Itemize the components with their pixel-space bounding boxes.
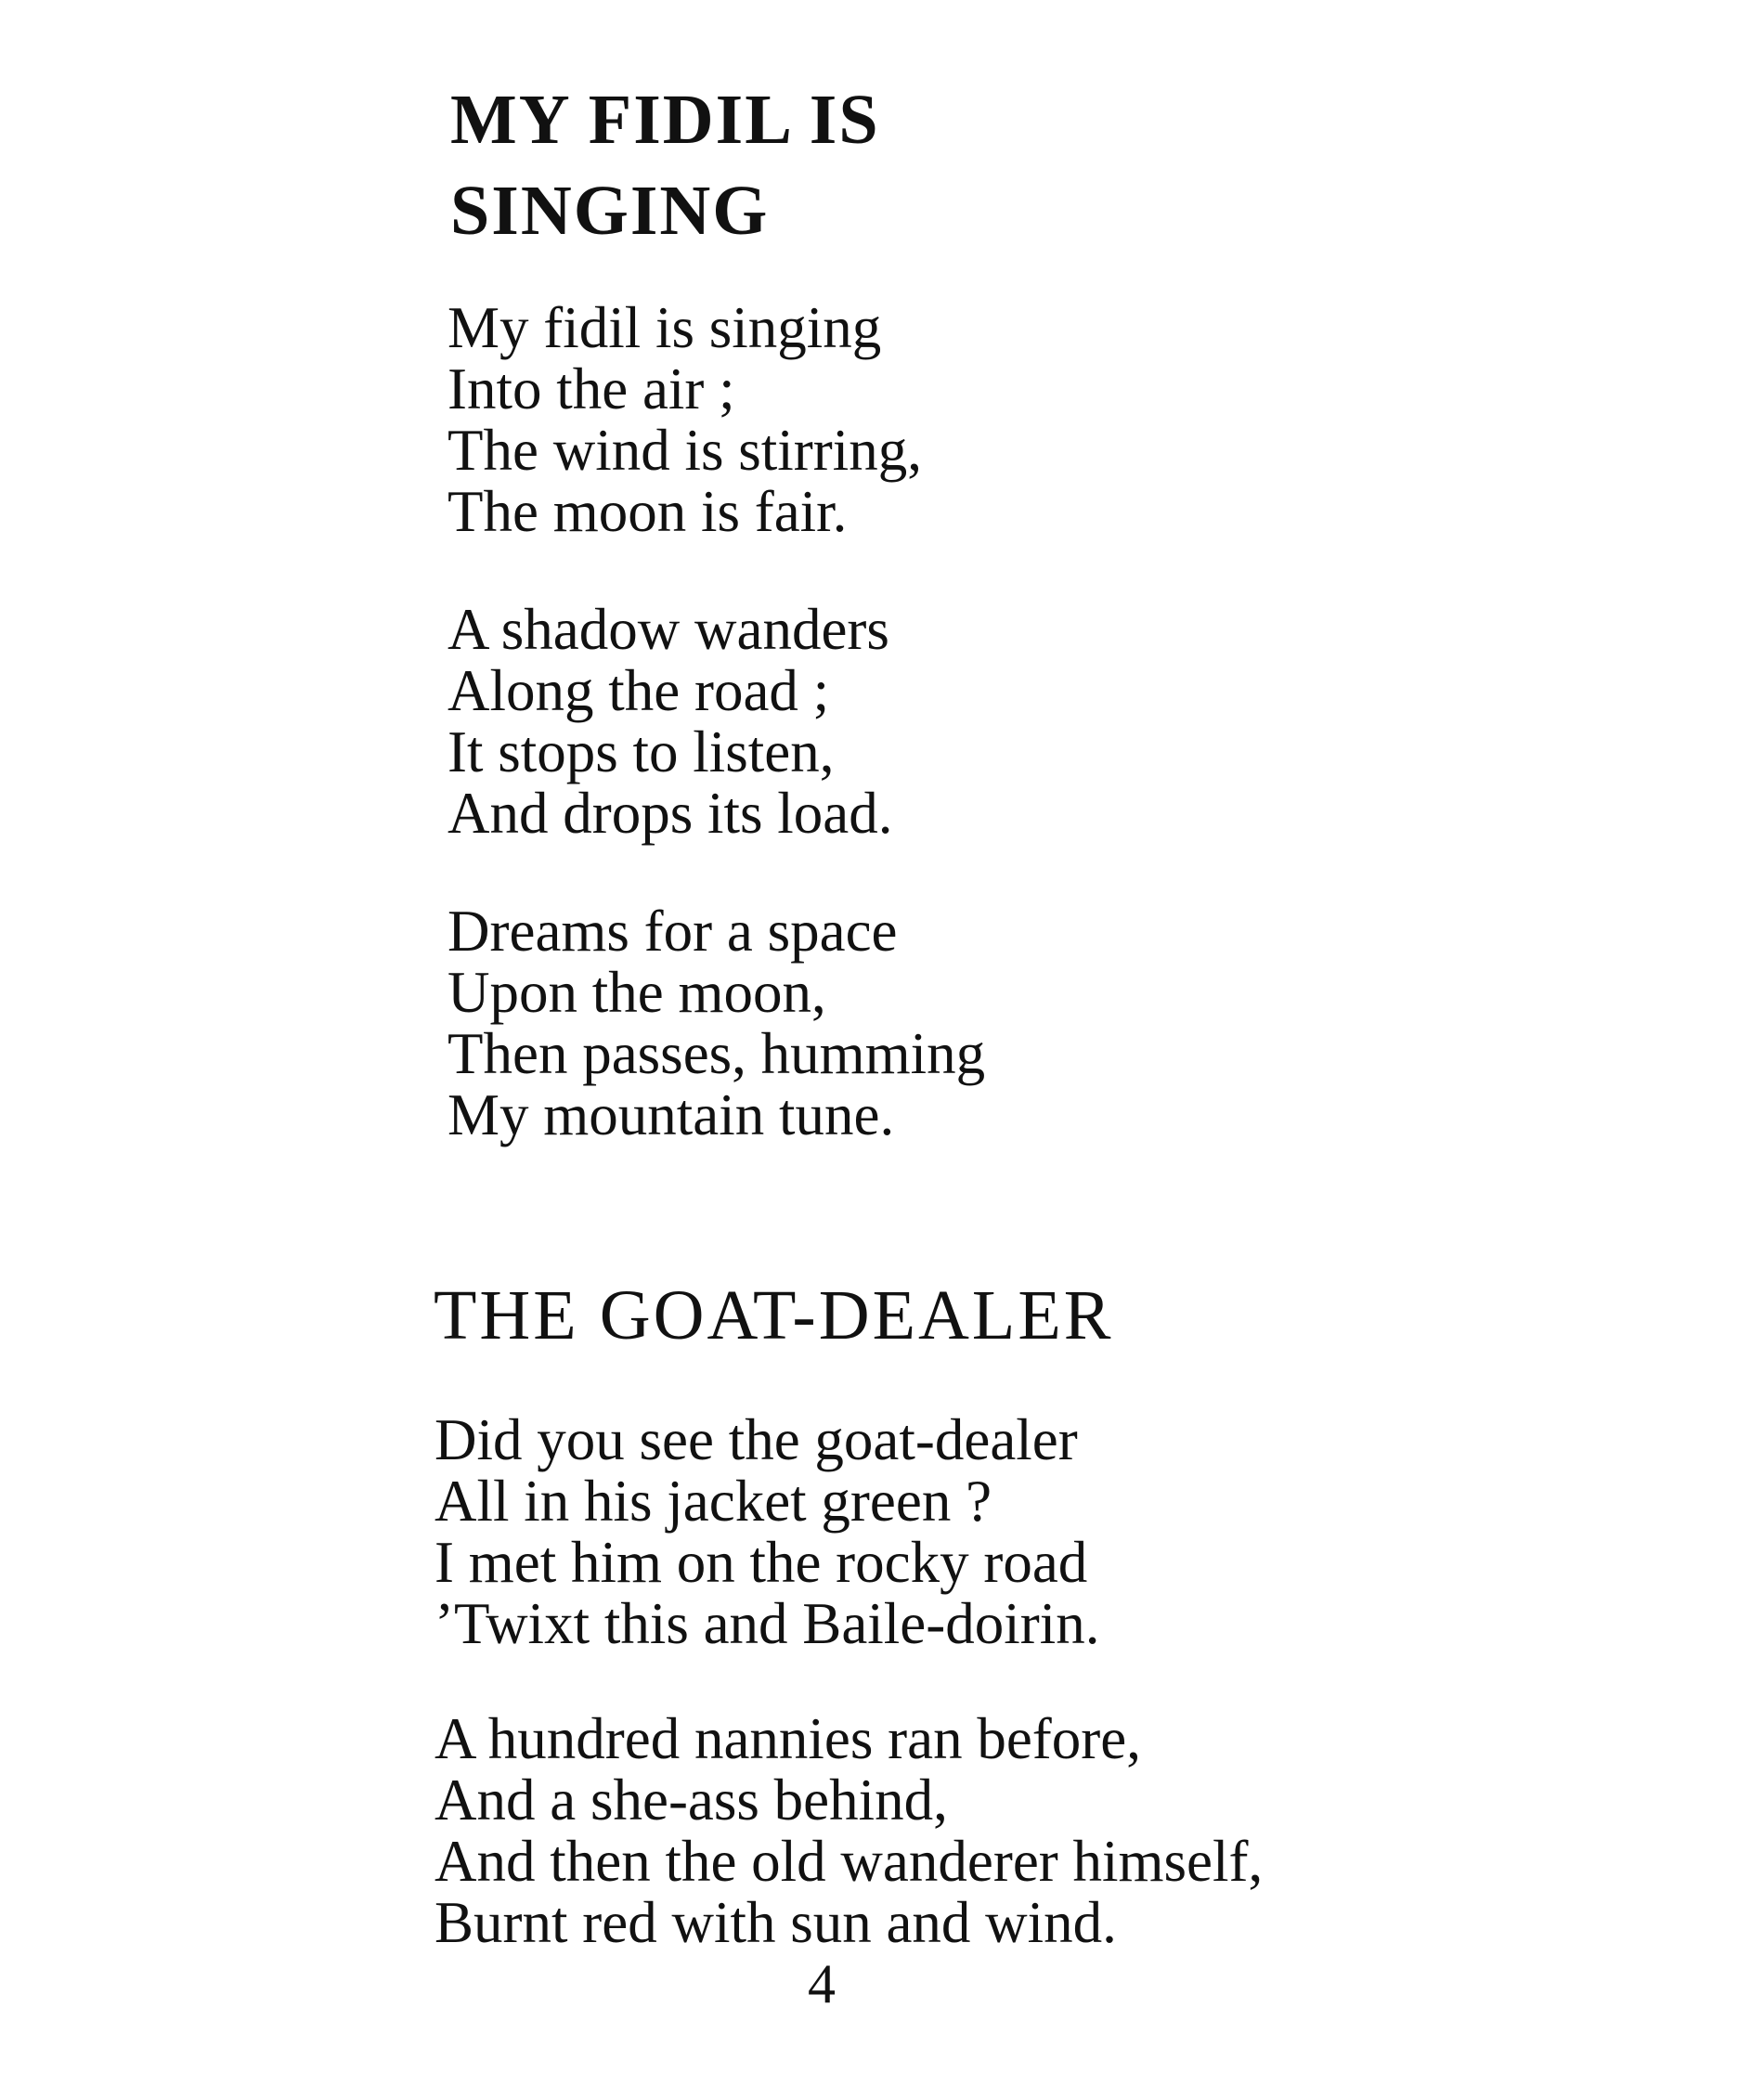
verse-line: Into the air ; [447,356,735,421]
verse-line: Then passes, humming [447,1021,986,1086]
verse-line: A hundred nannies ran before, [435,1706,1141,1771]
poem-title-line: MY FIDIL IS [450,81,880,159]
verse-line: And drops its load. [447,781,893,846]
poem-title-line: SINGING [450,172,770,250]
verse-line: My fidil is singing [447,295,882,360]
verse-line: All in his jacket green ? [435,1469,992,1534]
poem-title [434,1274,1113,1357]
verse-line: Upon the moon, [447,960,826,1025]
verse-line: The moon is fair. [447,479,848,544]
verse-line: And then the old wanderer himself, [435,1829,1264,1894]
verse-line: Did you see the goat-dealer [435,1407,1078,1472]
verse-line: A shadow wanders [447,597,889,662]
verse-line: I met him on the rocky road [435,1530,1088,1595]
page-number: 4 [808,1953,836,2014]
verse-line: My mountain tune. [447,1082,895,1147]
verse-line: Dreams for a space [447,899,898,964]
verse-line: ’Twixt this and Baile-doirin. [435,1591,1100,1656]
verse-line: Burnt red with sun and wind. [435,1890,1117,1955]
verse-line: It stops to listen, [447,719,835,784]
verse-line: And a she-ass behind, [435,1768,948,1833]
verse-line: Along the road ; [447,658,830,723]
verse-line: The wind is stirring, [447,418,922,483]
poem-title [450,74,880,256]
poem-title-line: THE GOAT-DEALER [434,1276,1114,1354]
